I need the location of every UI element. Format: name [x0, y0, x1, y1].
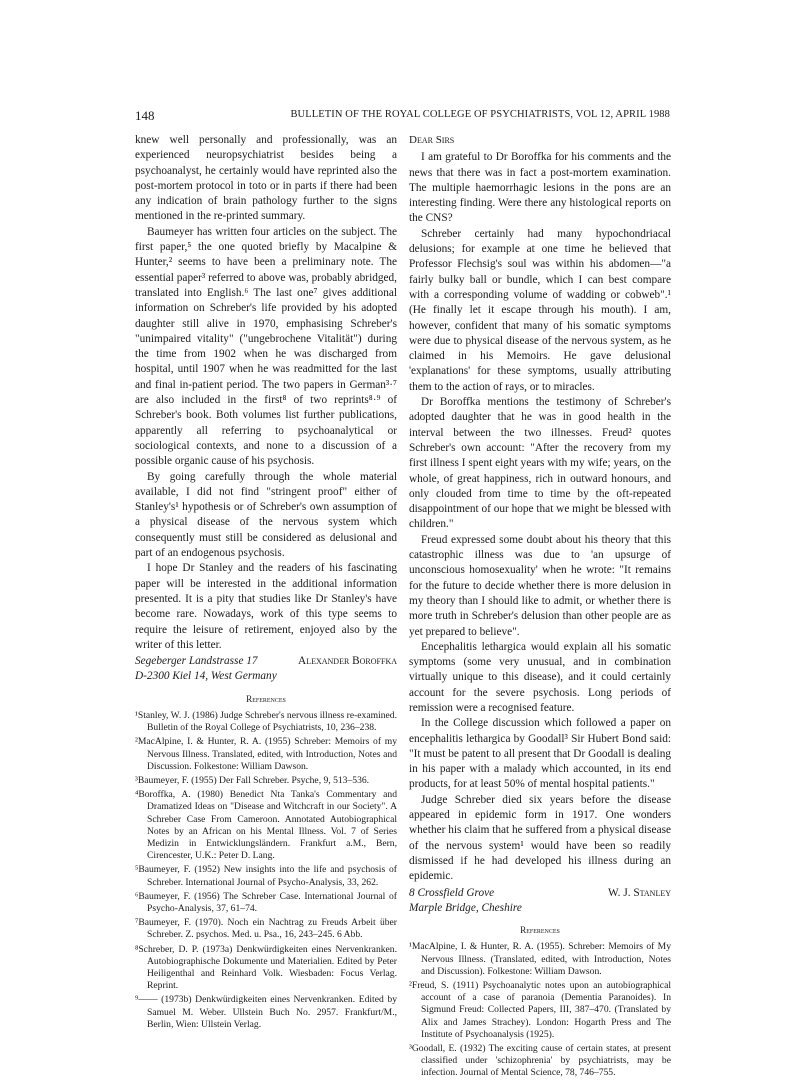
letter-signature: [409, 886, 671, 901]
signature-address: Segeberger Landstrasse 17: [135, 655, 258, 668]
body-paragraph: Schreber certainly had many hypochondriacal delusions; for example at one time he believed that Professor Flechsig's soul was within his abdomen—"a fairly bulky ball or bundle, which I can best compare with a corresponding volume of wadding or cobweb".¹ (He finally let it escape through his mouth). I am, however, confident that many of his somatic symptoms were due to physical disease of the nervous system, as he claimed in his Memoirs. He gave delusional 'explanations' for these symptoms, usually attributing them to the action of rays, or to miracles.: [409, 227, 671, 393]
reference-item: ²Freud, S. (1911) Psychoanalytic notes upon an autobiographical account of a case of paranoia (Dementia Paranoides). In Sigmund Freud: Collected Papers, III, 387–470. (Translated by Alix and James Strachey). London: Hogarth Press and The Institute of Psychoanalysis (1925).: [409, 980, 671, 1040]
signature-name: Alexander Boroffka: [298, 655, 397, 668]
signature-address: Marple Bridge, Cheshire: [409, 901, 522, 914]
page-header: [135, 108, 670, 126]
right-column: [409, 133, 671, 1082]
reference-item: ⁷Baumeyer, F. (1970). Noch ein Nachtrag zu Freuds Arbeit über Schreber. Z. psychos. Med. u. Psa., 16, 243–245. 6 Abb.: [135, 917, 397, 941]
reference-item: ¹MacAlpine, I. & Hunter, R. A. (1955). Schreber: Memoirs of My Nervous Illness. (Translated, edited, with Introduction, Notes and Discussion). Folkestone: William Dawson.: [409, 941, 671, 977]
body-paragraph: I am grateful to Dr Boroffka for his comments and the news that there was in fact a post-mortem examination. The multiple haemorrhagic lesions in the pons are an interesting finding. Were there any histological reports on the CNS?: [409, 151, 671, 225]
body-paragraph: By going carefully through the whole material available, I did not find "stringent proof" either of Stanley's¹ hypothesis or of Schreber's own assumption of a physical disease of the nervous system which consequently must still be considered as delusional and part of an endogenous psychosis.: [135, 470, 397, 560]
reference-item: ³Goodall, E. (1932) The exciting cause of certain states, at present classified under 'schizophrenia' by psychiatrists, may be infection. Journal of Mental Science, 78, 746–755.: [409, 1043, 671, 1079]
body-paragraph: Baumeyer has written four articles on the subject. The first paper,⁵ the one quoted briefly by Macalpine & Hunter,² seems to have been a preliminary note. The essential paper³ referred to above was, probably abridged, translated into English.⁶ The last one⁷ gives additional information on Schreber's life provided by his adopted daughter still alive in 1970, emphasising Schreber's "unimpaired vitality" ("ungebrochene Vitalität") during the time from 1902 when he was discharged from hospital, until 1907 when he was readmitted for the last and final in-patient period. The two papers in German³·⁷ are also included in the first⁸ of two reprints⁸·⁹ of Schreber's book. Both volumes list further publications, apparently all referring to psychoanalytical or sociological contexts, and none to a discussion of a possible organic cause of his psychosis.: [135, 225, 397, 468]
reference-item: ³Baumeyer, F. (1955) Der Fall Schreber. Psyche, 9, 513–536.: [135, 775, 370, 786]
body-paragraph: Judge Schreber died six years before the disease appeared in epidemic form in 1917. One wonders whether his claim that he suffered from a physical disease of the nervous system¹ would have been so readily dismissed if he had developed his illness during an epidemic.: [409, 793, 671, 883]
body-paragraph: Dr Boroffka mentions the testimony of Schreber's adopted daughter that he was in good health in the interval between the two illnesses. Freud² quotes Schreber's own account: "After the recovery from my first illness I spent eight years with my wife; years, on the whole, of great happiness, rich in outward honours, and only clouded from time to time by the oft-repeated disappointment of our hope that we might be blessed with children.": [409, 396, 671, 531]
references-heading: References: [520, 925, 560, 936]
salutation: Dear Sirs: [409, 134, 455, 146]
reference-item: ⁹—— (1973b) Denkwürdigkeiten eines Nervenkranken. Edited by Samuel M. Weber. Ullstein Buch No. 2957. Frankfurt/M., Berlin, Wien: Ullstein Verlag.: [135, 994, 397, 1030]
body-paragraph: In the College discussion which followed a paper on encephalitis lethargica by Goodall³ Sir Hubert Bond said: "It must be patent to all present that Dr Goodall is dealing in his paper with a malady which accounted, in its end products, for at least 50% of mental hospital patients.": [409, 717, 671, 791]
body-paragraph: knew well personally and professionally, was an experienced neuropsychiatrist besides being a psychoanalyst, he certainly would have reprinted also the post-mortem protocol in toto or in parts if there had been any indication of brain pathology further to the signs mentioned in the re-printed summary.: [135, 134, 397, 223]
body-paragraph: Encephalitis lethargica would explain all his somatic symptoms (some very unusual, and in combination virtually unique to this disease), and it could certainly account for the severe psychosis. Long periods of remission were a recognised feature.: [409, 640, 671, 714]
body-paragraph: I hope Dr Stanley and the readers of his fascinating paper will be interested in the additional information presented. It is a pity that studies like Dr Stanley's have become rare. Nowadays, work of this type seems to require the leisure of retirement, enjoyed also by the writer of this letter.: [135, 562, 397, 651]
references-list: [409, 941, 671, 1079]
reference-item: ⁶Baumeyer, F. (1956) The Schreber Case. International Journal of Psycho-Analysis, 37, 61–74.: [135, 890, 397, 915]
running-head: BULLETIN OF THE ROYAL COLLEGE OF PSYCHIATRISTS, VOL 12, APRIL 1988: [290, 109, 670, 120]
signature-address: D-2300 Kiel 14, West Germany: [135, 670, 277, 683]
signature-name: W. J. Stanley: [608, 886, 671, 899]
body-paragraph: Freud expressed some doubt about his theory that this catastrophic illness was due to 'an upsurge of unconscious homosexuality' when he wrote: "It remains for the future to decide whether there is more delusion in my theory than I should like to admit, or whether there is more truth in Schreber's delusion than other people are as yet prepared to believe".: [409, 533, 671, 638]
reference-item: ²MacAlpine, I. & Hunter, R. A. (1955) Schreber: Memoirs of my Nervous Illness. Translated, edited, with Introduction, Notes and Discussion. Folkestone: William Dawson.: [135, 736, 397, 772]
signature-address: 8 Crossfield Grove: [409, 886, 495, 899]
reference-item: ⁵Baumeyer, F. (1952) New insights into the life and psychosis of Schreber. International Journal of Psycho-Analysis, 33, 262.: [135, 864, 397, 888]
references-heading: References: [246, 693, 286, 704]
reference-item: ⁴Boroffka, A. (1980) Benedict Nta Tanka's Commentary and Dramatized Ideas on "Disease and Witchcraft in our Society". A Schreber Case From Cameroon. Annotated Autobiographical Notes by an African on his Mental Illness. Vol. 7 of Series Medizin in Entwicklungsländern. Frankfurt a.M., Bern, Cirencester, U.K.: Peter D. Lang.: [135, 789, 397, 862]
reference-item: ¹Stanley, W. J. (1986) Judge Schreber's nervous illness re-examined. Bulletin of the Royal College of Psychiatrists, 10, 236–238.: [135, 709, 397, 734]
page-number: 148: [135, 108, 155, 123]
letter-signature: [135, 654, 397, 669]
reference-item: ⁸Schreber, D. P. (1973a) Denkwürdigkeiten eines Nervenkranken. Autobiographische Dokumente und Materialien. Edited by Peter Heiligenthal and Reinhard Volk. Wiesbaden: Focus Verlag. Reprint.: [135, 943, 397, 992]
references-list: [135, 710, 397, 1031]
left-column: [135, 133, 397, 1033]
